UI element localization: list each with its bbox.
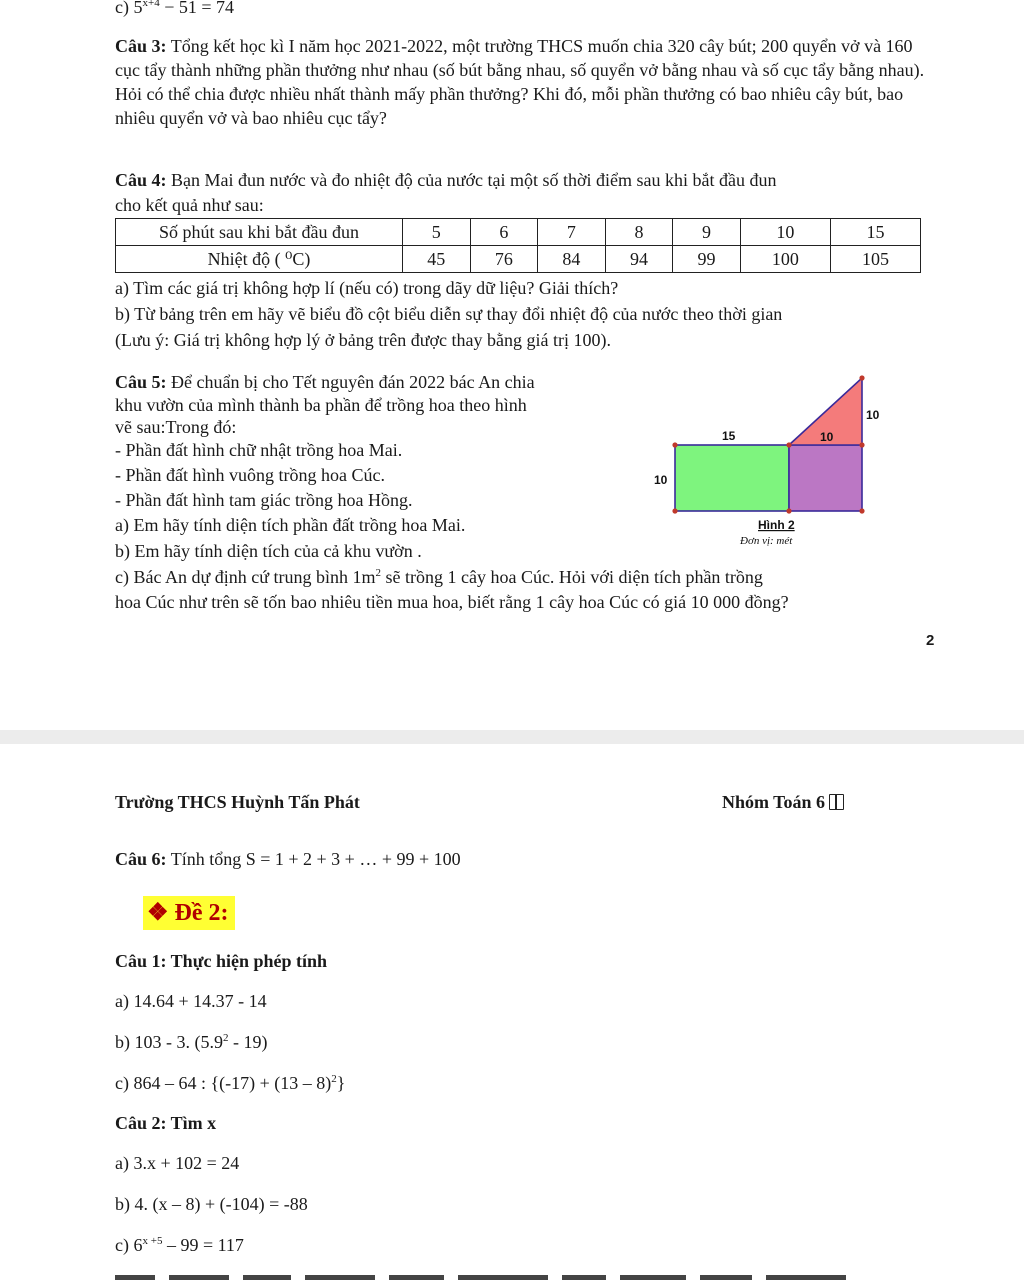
question-4-label: Câu 4:	[115, 170, 167, 190]
table-cell: 5	[403, 219, 471, 246]
label-triangle-height-10: 10	[866, 408, 880, 422]
table-header-temperature: Nhiệt độ ( ⁰C)	[116, 246, 403, 273]
table-cell: 105	[830, 246, 920, 273]
section-1-title: Câu 1: Thực hiện phép tính	[115, 951, 328, 971]
question-6: Câu 6: Tính tổng S = 1 + 2 + 3 + … + 99 + 100	[115, 849, 461, 869]
question-5-intro-2: khu vườn của mình thành ba phần để trồng hoa theo hình	[115, 395, 527, 415]
table-cell: 8	[605, 219, 673, 246]
question-5-item-3: - Phần đất hình tam giác trồng hoa Hồng.	[115, 490, 413, 510]
section-2a: a) 3.x + 102 = 24	[115, 1153, 240, 1173]
question-5-intro-3: vẽ sau:Trong đó:	[115, 417, 237, 437]
question-5c-line-1: c) Bác An dự định cứ trung bình $1m^2$ sẽ trồng 1 cây hoa Cúc. Hỏi với diện tích phần trồng	[115, 567, 763, 587]
table-row	[116, 246, 921, 273]
table-cell: 6	[470, 219, 538, 246]
cut-off-next-line	[115, 1268, 915, 1280]
page-number: 2	[926, 632, 935, 649]
label-width-10: 10	[654, 473, 668, 487]
table-header-minutes: Số phút sau khi bắt đầu đun	[116, 219, 403, 246]
exam-2-heading: ❖ Đề 2:	[143, 896, 235, 930]
table-cell: 45	[403, 246, 471, 273]
question-5-item-1: - Phần đất hình chữ nhật trồng hoa Mai.	[115, 440, 403, 460]
question-4b: b) Từ bảng trên em hãy vẽ biểu đồ cột biểu diễn sự thay đổi nhiệt độ của nước theo thời gian	[115, 304, 783, 324]
question-5b: b) Em hãy tính diện tích của cả khu vườn .	[115, 541, 422, 561]
section-2b: b) 4. (x – 8) + (-104) = -88	[115, 1194, 308, 1214]
table-cell: 84	[538, 246, 606, 273]
section-2c: c) $6^{x +5} - 99 = 117$	[115, 1235, 244, 1255]
question-5c-line-2: hoa Cúc như trên sẽ tốn bao nhiêu tiền mua hoa, biết rằng 1 cây hoa Cúc có giá 10 000 đồng?	[115, 592, 789, 612]
question-5a: a) Em hãy tính diện tích phần đất trồng hoa Mai.	[115, 515, 466, 535]
question-4-intro-2: cho kết quả như sau:	[115, 195, 264, 215]
table-cell: 100	[740, 246, 830, 273]
school-name: Trường THCS Huỳnh Tấn Phát	[115, 792, 360, 812]
question-3: Câu 3: Tổng kết học kì I năm học 2021-2022, một trường THCS muốn chia 320 cây bút; 200 quyển vở và 160 cục tẩy thành những phần thưởng như nhau (số bút bằng nhau, số quyển vở bằng nhau và số cục tẩy bằng nhau). Hỏi có thể chia được nhiều nhất thành mấy phần thưởng? Khi đó, mỗi phần thưởng có bao nhiêu cây bút, bao nhiêu quyển vở và bao nhiêu cục tẩy?	[115, 36, 925, 128]
question-5-label: Câu 5:	[115, 372, 167, 392]
table-row	[116, 219, 921, 246]
section-1b: b) 103 - 3. $(5.9^2 - 19)$	[115, 1032, 268, 1052]
section-1c: c) 864 – 64 : {(-17) + (13 – 8)$^2$}	[115, 1073, 346, 1093]
figure-unit: Đơn vị: mét	[740, 535, 793, 547]
question-4-intro: Câu 4: Bạn Mai đun nước và đo nhiệt độ của nước tại một số thời điểm sau khi bắt đầu đun	[115, 170, 777, 190]
label-length-15: 15	[722, 429, 736, 443]
table-cell: 10	[740, 219, 830, 246]
table-cell: 7	[538, 219, 606, 246]
question-5-intro: Câu 5: Để chuẩn bị cho Tết nguyên đán 2022 bác An chia	[115, 372, 535, 392]
garden-figure	[640, 370, 900, 550]
question-4-note: (Lưu ý: Giá trị không hợp lý ở bảng trên được thay bằng giá trị 100).	[115, 330, 611, 350]
question-3-label: Câu 3:	[115, 36, 167, 56]
question-2c: c) $5^{x+4} - 51 = 74$	[115, 0, 235, 17]
temperature-table	[115, 218, 921, 273]
group-name: Nhóm Toán 6	[722, 792, 844, 813]
rectangle-plot-mai	[675, 445, 789, 511]
section-1a: a) 14.64 + 14.37 - 14	[115, 991, 267, 1011]
question-6-label: Câu 6:	[115, 849, 167, 869]
section-2-title: Câu 2: Tìm x	[115, 1113, 217, 1133]
table-cell: 99	[673, 246, 741, 273]
table-cell: 94	[605, 246, 673, 273]
question-4a: a) Tìm các giá trị không hợp lí (nếu có) trong dãy dữ liệu? Giải thích?	[115, 278, 619, 298]
book-icon	[829, 794, 844, 810]
table-cell: 15	[830, 219, 920, 246]
question-5-item-2: - Phần đất hình vuông trồng hoa Cúc.	[115, 465, 385, 485]
square-plot-cuc	[789, 445, 862, 511]
label-square-side-10: 10	[820, 430, 834, 444]
table-cell: 76	[470, 246, 538, 273]
table-cell: 9	[673, 219, 741, 246]
figure-caption: Hình 2	[758, 518, 795, 532]
page-separator	[0, 730, 1024, 744]
